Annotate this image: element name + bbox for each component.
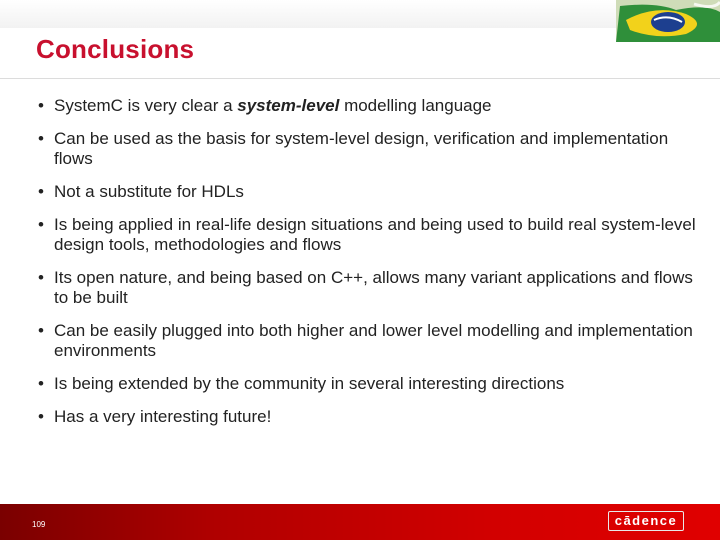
- bullet-item: • Is being applied in real-life design situations and being used to build real system-level design tools, methodologies and flows: [38, 215, 698, 255]
- bullet-item: • Is being extended by the community in several interesting directions: [38, 374, 698, 394]
- bullet-item: • SystemC is very clear a system-level modelling language: [38, 96, 698, 116]
- footer-bar: [0, 504, 720, 540]
- cadence-logo: cādence: [608, 511, 684, 531]
- slide-title: Conclusions: [36, 34, 195, 64]
- title-divider: [0, 78, 720, 79]
- bullet-item: • Can be used as the basis for system-level design, verification and implementation flows: [38, 129, 698, 169]
- top-bar: [0, 0, 720, 28]
- bullet-item: • Its open nature, and being based on C++, allows many variant applications and flows to be built: [38, 268, 698, 308]
- bullet-item: • Can be easily plugged into both higher and lower level modelling and implementation environments: [38, 321, 698, 361]
- bullet-item: • Has a very interesting future!: [38, 407, 698, 427]
- brazil-flag-image: [616, 0, 720, 42]
- bullet-list: [38, 96, 698, 440]
- page-number: 109: [32, 520, 46, 529]
- bullet-item: • Not a substitute for HDLs: [38, 182, 698, 202]
